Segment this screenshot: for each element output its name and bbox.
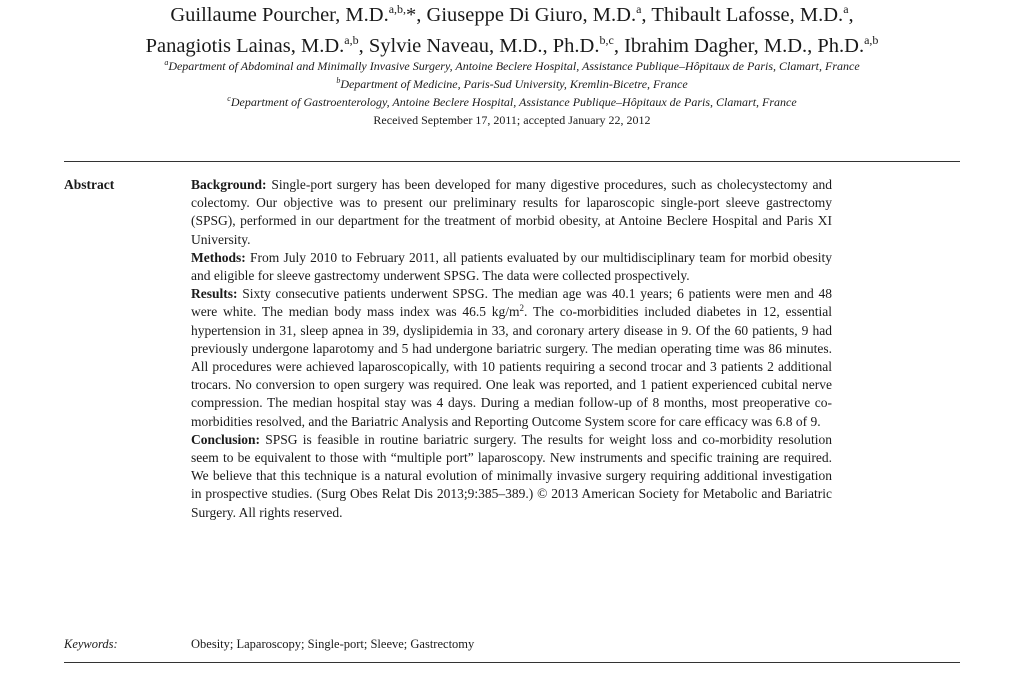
abstract-methods: Methods: From July 2010 to February 2011, all patients evaluated by our multidisciplinary team for morbid obesity and eligible for sleeve gastrectomy underwent SPSG. The data were collected prospectively. [191, 249, 832, 284]
author-name: Thibault Lafosse, M.D. [651, 4, 844, 26]
author-name: Giuseppe Di Giuro, M.D. [426, 4, 637, 26]
author-name: Guillaume Pourcher, M.D. [170, 4, 389, 26]
received-dates: Received September 17, 2011; accepted January 22, 2012 [373, 113, 651, 127]
abstract-conclusion: Conclusion: SPSG is feasible in routine bariatric surgery. The results for weight loss and co-morbidity resolution seem to be equivalent to those with “multiple port” laparoscopy. New instruments and specific training are required. We believe that this technique is a natural evolution of minimally invasive surgery requiring additional investigation in prospective studies. (Surg Obes Relat Dis 2013;9:385–389.) © 2013 American Society for Metabolic and Bariatric Surgery. All rights reserved. [191, 431, 832, 520]
author-affil-mark: a,b [864, 33, 879, 47]
affiliation-b: $^b$Department of Medicine, Paris-Sud University, Kremlin-Bicetre, France [336, 76, 688, 91]
author-list [0, 0, 1024, 62]
bottom-divider [64, 662, 960, 663]
affiliation-c: $^c$Department of Gastroenterology, Antoine Beclere Hospital, Assistance Publique–Hôpitaux de Paris, Clamart, France [227, 94, 797, 109]
affiliations [0, 57, 1024, 129]
author-name: Panagiotis Lainas, M.D. [145, 35, 345, 57]
top-divider [64, 161, 960, 162]
author-affil-mark: a [636, 2, 642, 16]
author-affil-mark: a,b [344, 33, 359, 47]
author-line-1: Guillaume Pourcher, M.D.$^{a,b,}$*, Giuseppe Di Giuro, M.D.$^a$, Thibault Lafosse, M.D.$^a$, [170, 2, 854, 26]
abstract-body [191, 176, 832, 522]
author-name: Sylvie Naveau, M.D., Ph.D. [368, 35, 600, 57]
author-line-2: Panagiotis Lainas, M.D.$^{a,b}$, Sylvie Naveau, M.D., Ph.D.$^{b,c}$, Ibrahim Dagher, M.D., Ph.D.$^{a,b}$ [145, 33, 879, 57]
author-affil-mark: a [843, 2, 849, 16]
affiliation-a: $^a$Department of Abdominal and Minimally Invasive Surgery, Antoine Beclere Hospital, Assistance Publique–Hôpitaux de Paris, Clamart, France [164, 58, 860, 73]
abstract-background: Background: Single-port surgery has been developed for many digestive procedures, such as cholecystectomy and colectomy. Our objective was to present our preliminary results for laparoscopic single-port sleeve gastrectomy (SPSG), performed in our department for the treatment of morbid obesity, at Antoine Beclere Hospital and Paris XI University. [191, 177, 832, 247]
author-name: Ibrahim Dagher, M.D., Ph.D. [624, 35, 865, 57]
keywords-values: Obesity; Laparoscopy; Single-port; Sleeve; Gastrectomy [191, 637, 475, 651]
author-affil-mark: a,b, [388, 2, 407, 16]
author-affil-mark: b,c [599, 33, 614, 47]
corresponding-mark: * [406, 4, 417, 26]
keywords-label: Keywords: [64, 637, 118, 651]
abstract-heading: Abstract [64, 177, 115, 192]
abstract-results: Results: Sixty consecutive patients underwent SPSG. The median age was 40.1 years; 6 patients were men and 48 were white. The median body mass index was 46.5 $kg/m^2$. The co-morbidities included diabetes in 12, essential hypertension in 31, sleep apnea in 39, dyslipidemia in 33, and coronary artery disease in 9. Of the 60 patients, 9 had previously undergone laparotomy and 5 had undergone bariatric surgery. The median operating time was 86 minutes. All procedures were achieved laparoscopically, with 10 patients requiring a second trocar and 3 patients 2 additional trocars. No conversion to open surgery was required. One leak was reported, and 1 patient experienced cubital nerve compression. The median hospital stay was 4 days. During a median follow-up of 8 months, most preoperative co-morbidities resolved, and the Bariatric Analysis and Reporting Outcome System score for care efficacy was 6.8 of 9. [191, 286, 832, 429]
